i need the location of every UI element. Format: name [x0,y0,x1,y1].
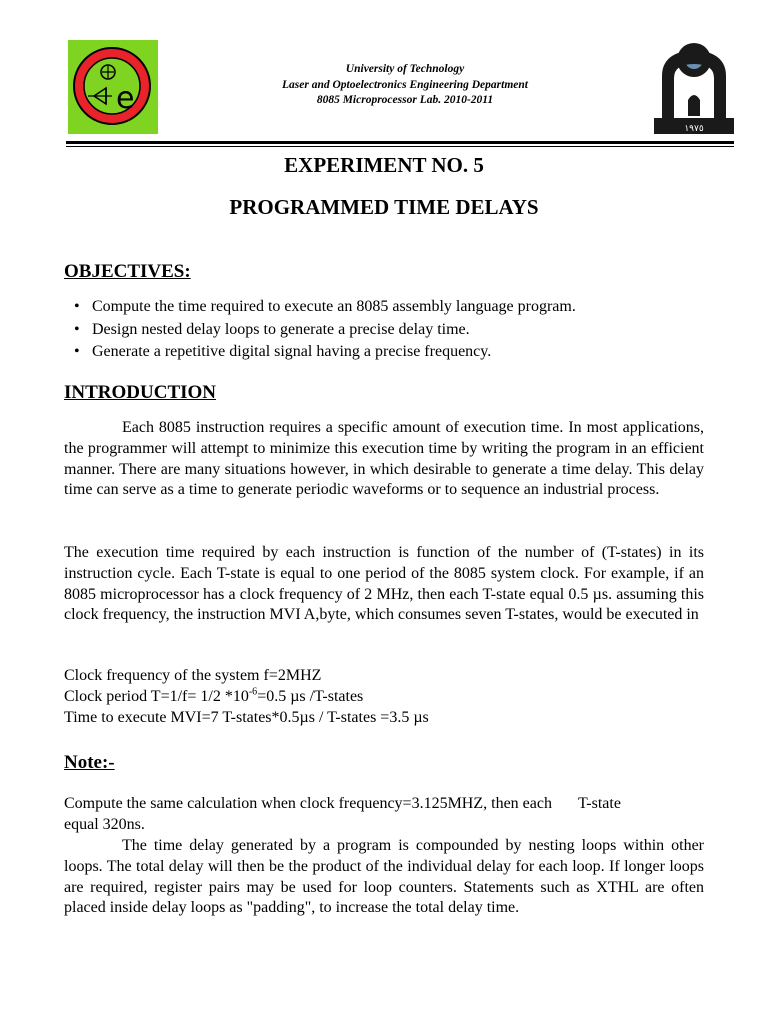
university-logo [652,38,736,136]
header-rule-thin [66,146,734,147]
document-header [160,62,650,109]
list-item: • Design nested delay loops to generate a precise delay time. [72,319,732,342]
lab-name: 8085 Microprocessor Lab. 2010-2011 [316,94,494,106]
list-item: • Compute the time required to execute an 8085 assembly language program. [72,296,732,319]
calculation-line-1: Clock frequency of the system f=2MHZ [64,667,322,684]
note-line-2: equal 320ns. [64,816,145,833]
department-logo [68,40,158,134]
note-paragraph: The time delay generated by a program is compounded by nesting loops within other loops. The total delay will then be the product of the individual delay for each loop. If longer loops are required, register pairs may be used for loop counters. Statements such as XTHL are often placed inside delay loops as "padding", to increase the total delay time. [64,837,704,917]
introduction-paragraph-1: Each 8085 instruction requires a specific amount of execution time. In most applications, the programmer will attempt to minimize this execution time by writing the program in an efficient manner. There are many situations however, in which desirable to generate a time delay. This delay time can serve as a time to generate periodic waveforms or to sequence an industrial process. [64,419,704,499]
note-heading: Note:- [64,752,115,773]
department-name: Laser and Optoelectronics Engineering Department [282,78,528,91]
svg-text:e: e [116,81,135,116]
objectives-list [72,296,732,364]
introduction-paragraph-2: The execution time required by each instruction is function of the number of (T-states) in its instruction cycle. Each T-state is equal to one period of the 8085 system clock. For example, if an 8085 microprocessor has a clock frequency of 2 MHz, then each T-state equal 0.5 µs. assuming this clock frequency, the instruction MVI A,byte, which consumes seven T-states, would be executed in [64,544,704,624]
svg-text:١٩٧٥: ١٩٧٥ [684,124,704,134]
introduction-heading: INTRODUCTION [64,382,217,403]
university-name: University of Technology [345,63,465,75]
objectives-heading: OBJECTIVES: [64,261,191,282]
list-item: • Generate a repetitive digital signal having a precise frequency. [72,341,732,364]
calculation-line-2: Clock period T=1/f= 1/2 $*10^{-6}=0.5$ µs /T-states [64,686,364,705]
header-rule-thick [66,141,734,144]
experiment-subtitle: PROGRAMMED TIME DELAYS [229,195,539,219]
note-line-1: Compute the same calculation when clock frequency=3.125MHZ, then each T-state [64,795,621,812]
calculation-line-3: Time to execute MVI=7 T-states*0.5µs / T-states =3.5 µs [64,709,429,726]
experiment-title: EXPERIMENT NO. 5 [284,153,484,177]
